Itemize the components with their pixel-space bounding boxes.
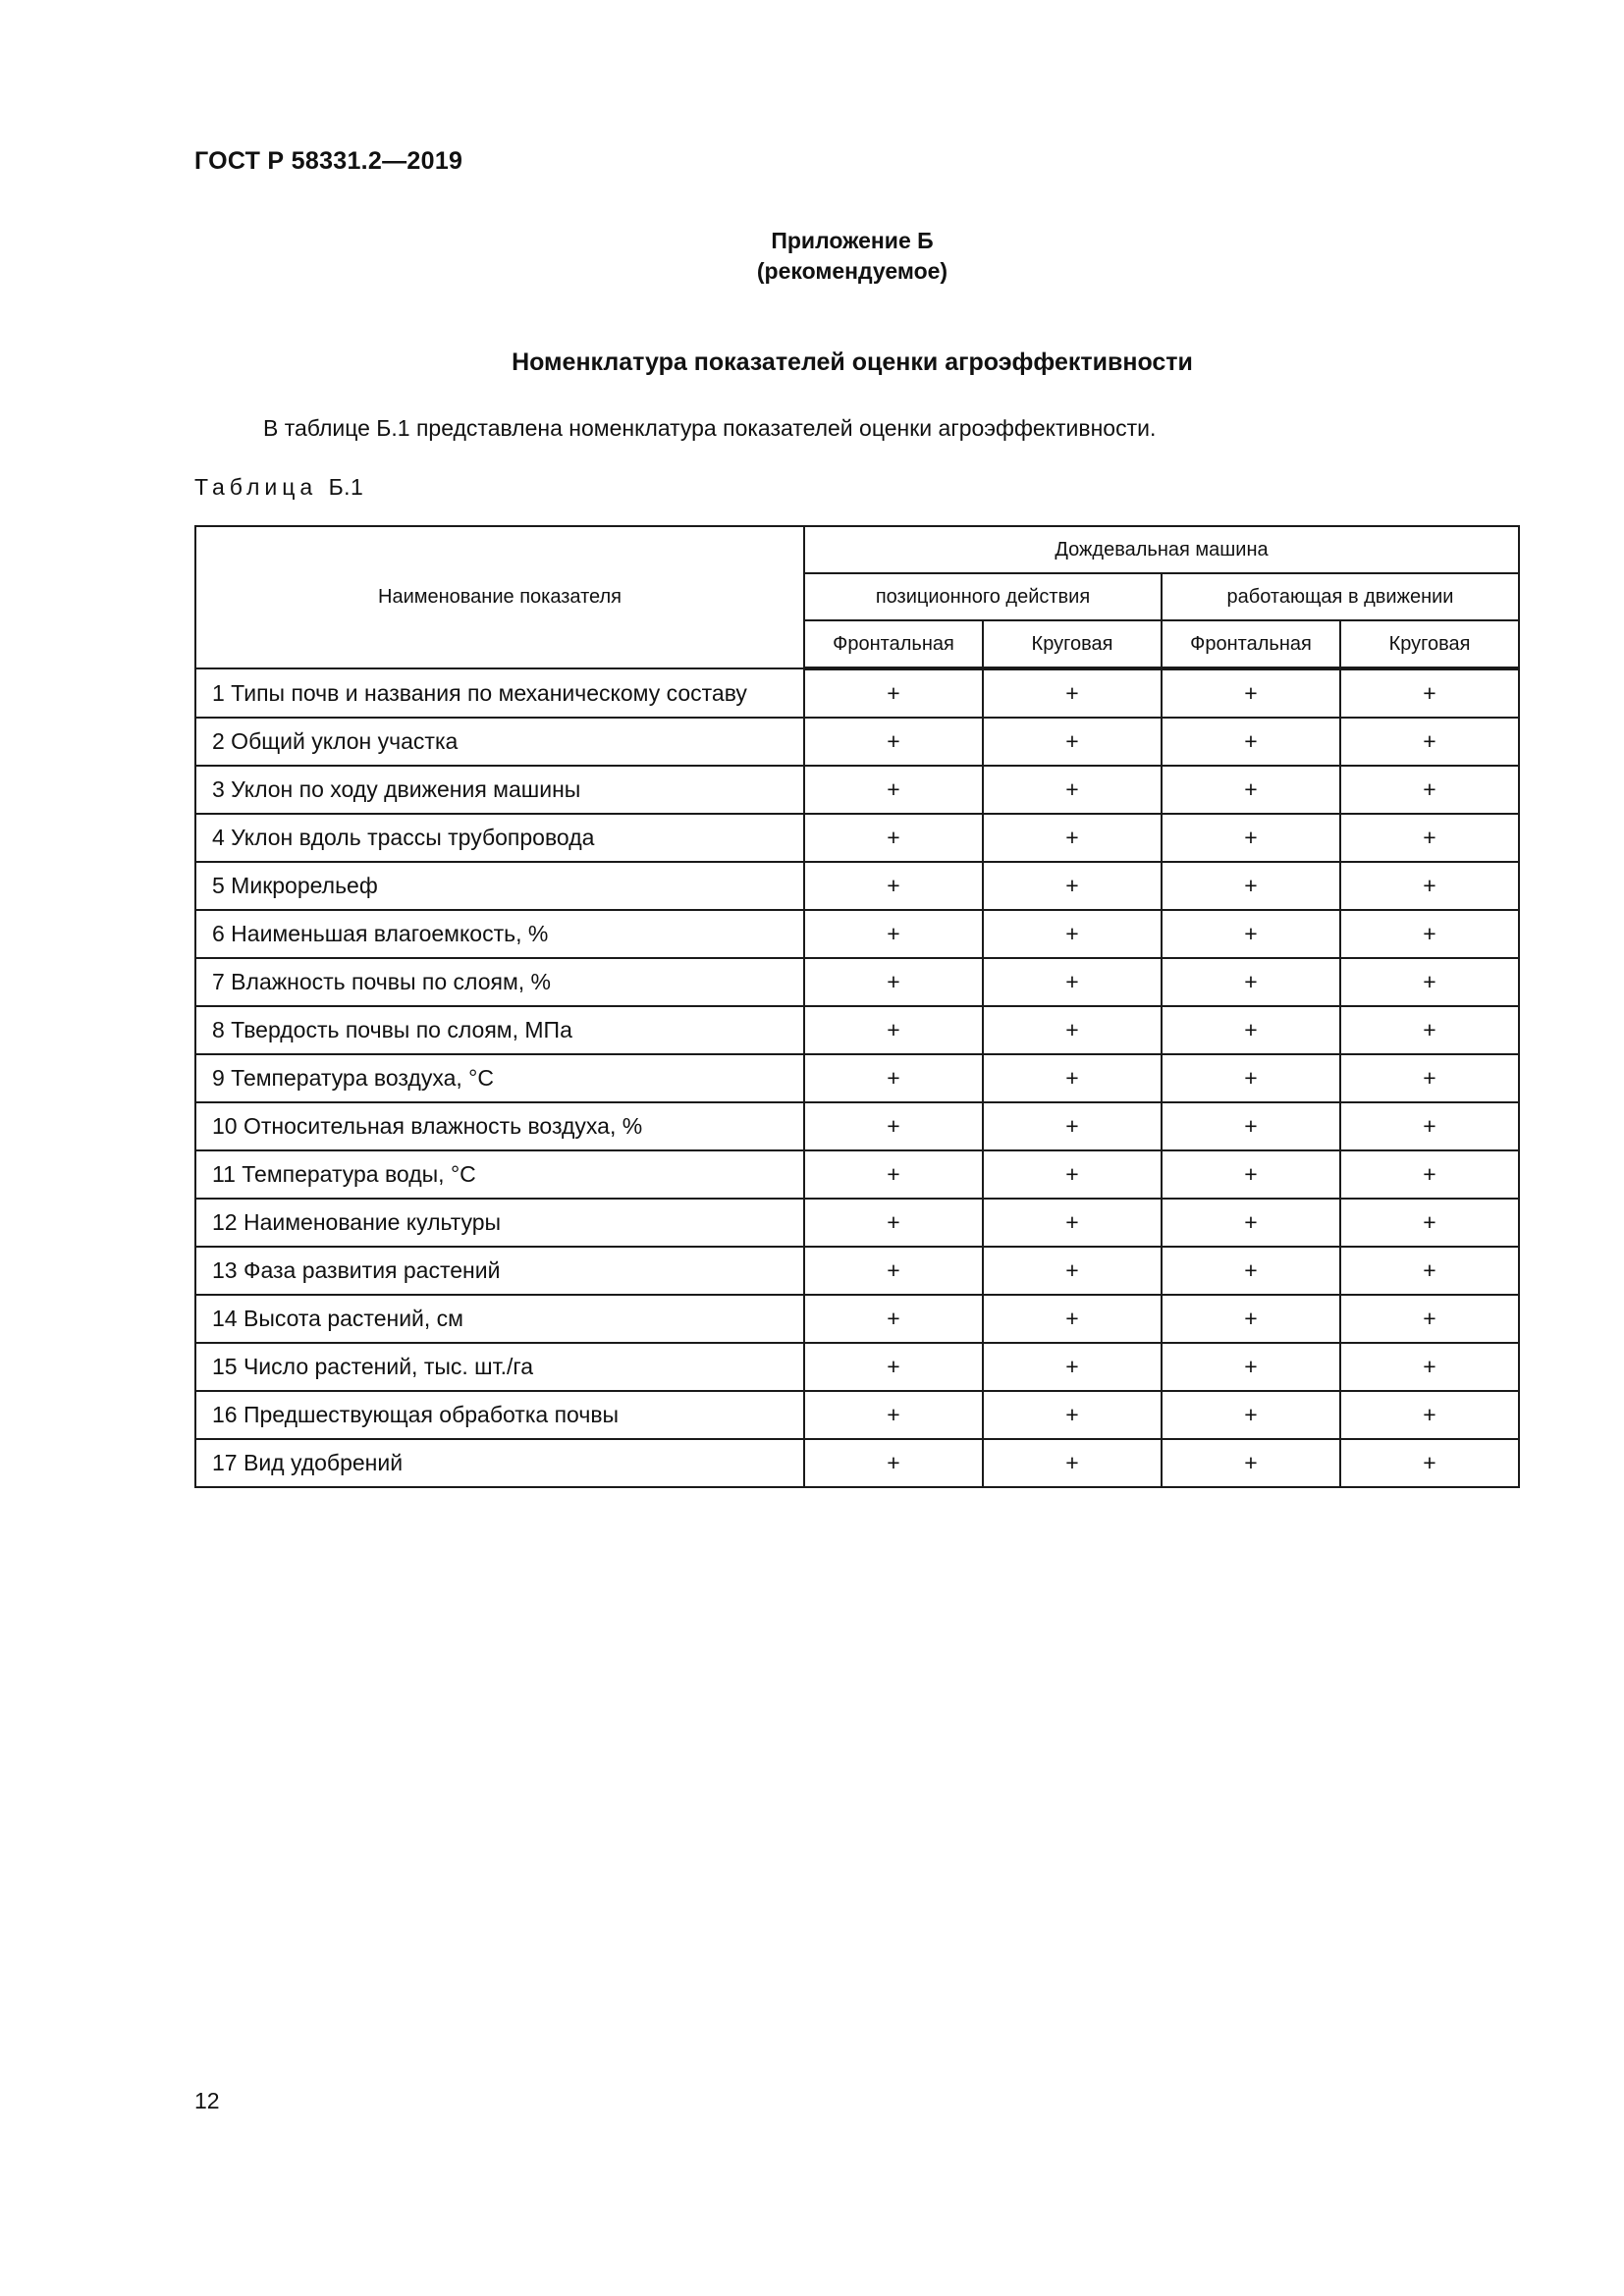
indicator-name-cell: 12 Наименование культуры <box>195 1199 804 1247</box>
indicator-name-cell: 9 Температура воздуха, °С <box>195 1054 804 1102</box>
applicability-mark-cell: + <box>983 1247 1162 1295</box>
table-row <box>195 1102 1519 1150</box>
applicability-mark-cell: + <box>1162 958 1340 1006</box>
applicability-mark-cell: + <box>1162 1054 1340 1102</box>
applicability-mark-cell: + <box>1340 668 1519 718</box>
table-row <box>195 766 1519 814</box>
indicator-name-cell: 3 Уклон по ходу движения машины <box>195 766 804 814</box>
header-type-cell: Фронтальная <box>804 620 983 668</box>
applicability-mark-cell: + <box>1340 1439 1519 1487</box>
indicator-name-cell: 13 Фаза развития растений <box>195 1247 804 1295</box>
applicability-mark-cell: + <box>1340 1247 1519 1295</box>
applicability-mark-cell: + <box>1162 1150 1340 1199</box>
indicator-name-cell: 14 Высота растений, см <box>195 1295 804 1343</box>
table-row <box>195 1054 1519 1102</box>
applicability-mark-cell: + <box>1340 862 1519 910</box>
applicability-mark-cell: + <box>1162 1391 1340 1439</box>
applicability-mark-cell: + <box>804 814 983 862</box>
applicability-mark-cell: + <box>1340 1006 1519 1054</box>
indicator-name-cell: 10 Относительная влажность воздуха, % <box>195 1102 804 1150</box>
applicability-mark-cell: + <box>804 1199 983 1247</box>
applicability-mark-cell: + <box>1340 1343 1519 1391</box>
table-body <box>195 668 1519 1487</box>
applicability-mark-cell: + <box>983 668 1162 718</box>
table-caption-number: Б.1 <box>328 474 364 500</box>
applicability-mark-cell: + <box>1162 1006 1340 1054</box>
table-row <box>195 718 1519 766</box>
applicability-mark-cell: + <box>983 814 1162 862</box>
applicability-mark-cell: + <box>804 1102 983 1150</box>
applicability-mark-cell: + <box>1162 668 1340 718</box>
applicability-mark-cell: + <box>1162 1199 1340 1247</box>
applicability-mark-cell: + <box>983 718 1162 766</box>
indicator-name-cell: 5 Микрорельеф <box>195 862 804 910</box>
applicability-mark-cell: + <box>1162 910 1340 958</box>
applicability-mark-cell: + <box>804 862 983 910</box>
appendix-heading <box>0 226 1624 287</box>
applicability-mark-cell: + <box>983 958 1162 1006</box>
applicability-mark-cell: + <box>804 1295 983 1343</box>
applicability-mark-cell: + <box>1340 910 1519 958</box>
applicability-mark-cell: + <box>983 766 1162 814</box>
applicability-mark-cell: + <box>804 1247 983 1295</box>
applicability-mark-cell: + <box>804 1150 983 1199</box>
table-row <box>195 668 1519 718</box>
applicability-mark-cell: + <box>804 1391 983 1439</box>
table-row <box>195 1391 1519 1439</box>
applicability-mark-cell: + <box>983 910 1162 958</box>
header-subgroup-moving: работающая в движении <box>1162 573 1519 620</box>
table-row <box>195 1199 1519 1247</box>
table-row <box>195 958 1519 1006</box>
indicator-name-cell: 6 Наименьшая влагоемкость, % <box>195 910 804 958</box>
applicability-mark-cell: + <box>1340 1054 1519 1102</box>
header-type-cell: Круговая <box>983 620 1162 668</box>
applicability-mark-cell: + <box>804 910 983 958</box>
applicability-mark-cell: + <box>804 1054 983 1102</box>
table-row <box>195 1343 1519 1391</box>
applicability-mark-cell: + <box>1340 766 1519 814</box>
table-caption-word: Таблица <box>194 474 318 500</box>
applicability-mark-cell: + <box>1340 1199 1519 1247</box>
appendix-title: Приложение Б <box>771 228 934 253</box>
applicability-mark-cell: + <box>1340 718 1519 766</box>
table-row <box>195 910 1519 958</box>
header-row <box>195 526 1519 573</box>
applicability-mark-cell: + <box>1340 1391 1519 1439</box>
applicability-mark-cell: + <box>983 1054 1162 1102</box>
indicator-name-cell: 15 Число растений, тыс. шт./га <box>195 1343 804 1391</box>
applicability-mark-cell: + <box>804 958 983 1006</box>
section-title: Номенклатура показателей оценки агроэффективности <box>512 348 1193 376</box>
header-group: Дождевальная машина <box>804 526 1519 573</box>
applicability-mark-cell: + <box>1162 1247 1340 1295</box>
applicability-mark-cell: + <box>1340 1295 1519 1343</box>
header-type-cell: Круговая <box>1340 620 1519 668</box>
header-subgroup-positional: позиционного действия <box>804 573 1162 620</box>
header-name-column: Наименование показателя <box>195 526 804 668</box>
indicator-name-cell: 17 Вид удобрений <box>195 1439 804 1487</box>
table-header <box>195 526 1519 668</box>
indicator-name-cell: 7 Влажность почвы по слоям, % <box>195 958 804 1006</box>
applicability-mark-cell: + <box>983 1102 1162 1150</box>
table-row <box>195 1295 1519 1343</box>
applicability-mark-cell: + <box>1162 814 1340 862</box>
applicability-mark-cell: + <box>1340 1102 1519 1150</box>
applicability-mark-cell: + <box>804 718 983 766</box>
applicability-mark-cell: + <box>983 1439 1162 1487</box>
intro-paragraph: В таблице Б.1 представлена номенклатура показателей оценки агроэффективности. <box>263 415 1157 441</box>
applicability-mark-cell: + <box>1340 814 1519 862</box>
applicability-mark-cell: + <box>983 1391 1162 1439</box>
applicability-mark-cell: + <box>983 1150 1162 1199</box>
applicability-mark-cell: + <box>1162 718 1340 766</box>
applicability-mark-cell: + <box>1162 1102 1340 1150</box>
applicability-mark-cell: + <box>1162 862 1340 910</box>
applicability-mark-cell: + <box>1162 1439 1340 1487</box>
applicability-mark-cell: + <box>804 668 983 718</box>
indicator-name-cell: 2 Общий уклон участка <box>195 718 804 766</box>
applicability-mark-cell: + <box>983 862 1162 910</box>
indicator-name-cell: 11 Температура воды, °С <box>195 1150 804 1199</box>
applicability-mark-cell: + <box>1162 766 1340 814</box>
page-number: 12 <box>194 2088 220 2113</box>
applicability-mark-cell: + <box>1340 1150 1519 1199</box>
applicability-mark-cell: + <box>983 1199 1162 1247</box>
applicability-mark-cell: + <box>804 1439 983 1487</box>
table-row <box>195 1439 1519 1487</box>
indicator-name-cell: 4 Уклон вдоль трассы трубопровода <box>195 814 804 862</box>
document-code: ГОСТ Р 58331.2—2019 <box>194 147 463 175</box>
table-row <box>195 1006 1519 1054</box>
applicability-mark-cell: + <box>804 766 983 814</box>
applicability-mark-cell: + <box>1340 958 1519 1006</box>
table-row <box>195 814 1519 862</box>
applicability-mark-cell: + <box>983 1343 1162 1391</box>
indicator-name-cell: 16 Предшествующая обработка почвы <box>195 1391 804 1439</box>
table-row <box>195 1150 1519 1199</box>
indicator-name-cell: 8 Твердость почвы по слоям, МПа <box>195 1006 804 1054</box>
applicability-mark-cell: + <box>983 1295 1162 1343</box>
applicability-mark-cell: + <box>983 1006 1162 1054</box>
table-row <box>195 862 1519 910</box>
table-row <box>195 1247 1519 1295</box>
appendix-status: (рекомендуемое) <box>756 258 948 284</box>
applicability-mark-cell: + <box>804 1006 983 1054</box>
applicability-mark-cell: + <box>1162 1295 1340 1343</box>
indicator-name-cell: 1 Типы почв и названия по механическому составу <box>195 668 804 718</box>
indicator-table <box>194 525 1520 1488</box>
applicability-mark-cell: + <box>804 1343 983 1391</box>
header-type-cell: Фронтальная <box>1162 620 1340 668</box>
applicability-mark-cell: + <box>1162 1343 1340 1391</box>
table-caption <box>194 474 363 501</box>
